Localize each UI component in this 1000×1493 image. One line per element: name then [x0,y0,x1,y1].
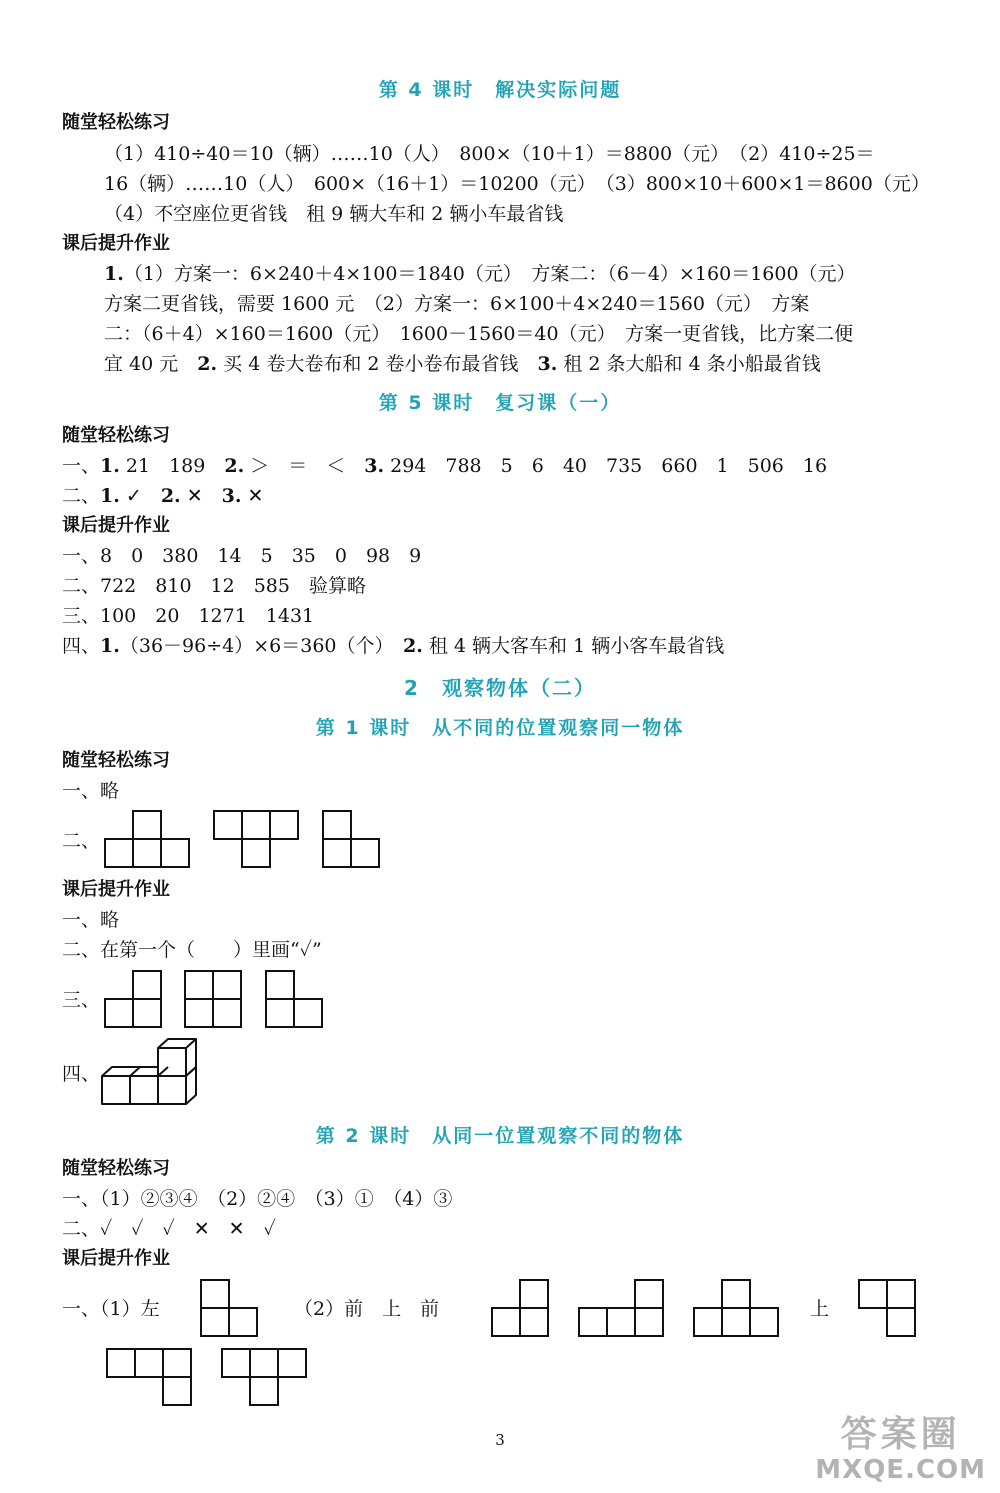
answer-line: 二：（6＋4）×160＝1600（元） 1600－1560＝40（元） 方案一更省钱，比方案二便 [104,323,854,345]
label-homework: 课后提升作业 [62,515,170,536]
item-number: 2. [224,455,245,477]
item-number: 2. [403,635,423,657]
answer-line: 三、 [62,989,101,1011]
label-homework: 课后提升作业 [62,233,170,254]
answer-line: 16（辆）……10（人） 600×（16＋1）＝10200（元） （3）800×10＋600×1＝8600（元） [104,173,930,195]
item-number: 3. [537,353,558,375]
answer-text: 21 189 [119,455,225,477]
square-grid-figure [213,810,299,868]
item-number: 2. [197,353,218,375]
square-grid-figure [184,970,242,1028]
answer-text: 租 4 辆大客车和 1 辆小客车最省钱 [422,635,725,657]
answer-text: 买 4 卷大卷布和 2 卷小卷布最省钱 [217,353,538,375]
answer-text: 租 2 条大船和 4 条小船最省钱 [557,353,821,375]
square-grid-figure [491,1279,549,1337]
item-number: 1. [104,263,124,285]
unit-heading: 2 观察物体（二） [404,676,596,700]
answer-line: 一、略 [62,909,120,931]
square-grid-figure [578,1279,664,1337]
label-homework: 课后提升作业 [62,1248,170,1269]
answer-line: 二、✓ ✓ ✓ ✕ ✕ ✓ [62,1218,276,1240]
label-practice: 随堂轻松练习 [62,425,170,446]
item-number: 1. [100,485,120,507]
answer-text: 宜 40 元 [104,353,198,375]
square-grid-figure [693,1279,779,1337]
answer-line [62,484,263,508]
answer-line [104,262,856,286]
answer-line [62,634,724,658]
square-grid-figure [200,1279,258,1337]
cube-stack-figure [100,1036,200,1110]
item-number: 1. [100,635,120,657]
item-prefix: 二、 [62,485,101,507]
answer-line: 方案二更省钱，需要 1600 元 （2）方案一：6×100＋4×240＝1560（元） 方案 [104,293,810,315]
square-grid-figure [104,810,190,868]
answer-text: ✕ [241,485,264,507]
answer-line: 一、8 0 380 14 5 35 0 98 9 [62,545,422,567]
answer-text: ＞ ＝ ＜ [244,455,365,477]
answer-line: （4）不空座位更省钱 租 9 辆大车和 2 辆小车最省钱 [104,203,564,225]
answer-line: 一、（1）②③④ （2）②④ （3）① （4）③ [62,1188,453,1210]
square-grid-figure [104,970,162,1028]
answer-line: 二、722 810 12 585 验算略 [62,575,366,597]
answer-line [62,454,827,478]
answer-text: （36－96÷4）×6＝360（个） [119,635,403,657]
item-number: 1. [100,455,120,477]
answer-text: （1）方案一：6×240＋4×100＝1840（元） 方案二：（6－4）×160＝1600（元） [123,263,856,285]
square-grid-figure [221,1348,307,1406]
item-prefix: 四、 [62,635,101,657]
answer-line [104,352,821,376]
item-prefix: 一、 [62,455,101,477]
answer-line: （1）410÷40＝10（辆）……10（人） 800×（10＋1）＝8800（元） （2）410÷25＝ [104,143,875,165]
label-practice: 随堂轻松练习 [62,1158,170,1179]
item-number: 3. [364,455,385,477]
square-grid-figure [265,970,323,1028]
answer-text: ✓ [119,485,161,507]
answer-line: 二、 [62,830,101,852]
section-heading-lesson5: 第 5 课时 复习课（一） [378,392,622,414]
square-grid-figure [322,810,380,868]
label-homework: 课后提升作业 [62,879,170,900]
answer-line: 三、100 20 1271 1431 [62,605,315,627]
answer-line: 四、 [62,1063,101,1085]
square-grid-figure [106,1348,192,1406]
watermark-text: 答案圈 [840,1414,961,1455]
watermark-url: MXQE.COM [815,1455,986,1485]
answer-line: 上 [810,1298,830,1320]
item-number: 2. [160,485,181,507]
square-grid-figure [858,1279,916,1337]
section-heading-lesson4: 第 4 课时 解决实际问题 [378,79,622,101]
answer-line: 一、（1）左 [62,1298,160,1320]
answer-line: 一、略 [62,780,120,802]
section-heading-u2-lesson1: 第 1 课时 从不同的位置观察同一物体 [315,717,685,739]
answer-text: ✕ [180,485,222,507]
item-number: 3. [221,485,242,507]
answer-line: （2）前 上 前 [294,1298,440,1320]
page-number: 3 [495,1431,505,1449]
label-practice: 随堂轻松练习 [62,750,170,771]
answer-text: 294 788 5 6 40 735 660 1 506 16 [384,455,828,477]
watermark-logo [815,1415,986,1485]
answer-line: 二、在第一个（ ）里画“✓” [62,939,322,961]
section-heading-u2-lesson2: 第 2 课时 从同一位置观察不同的物体 [315,1125,685,1147]
label-practice: 随堂轻松练习 [62,112,170,133]
